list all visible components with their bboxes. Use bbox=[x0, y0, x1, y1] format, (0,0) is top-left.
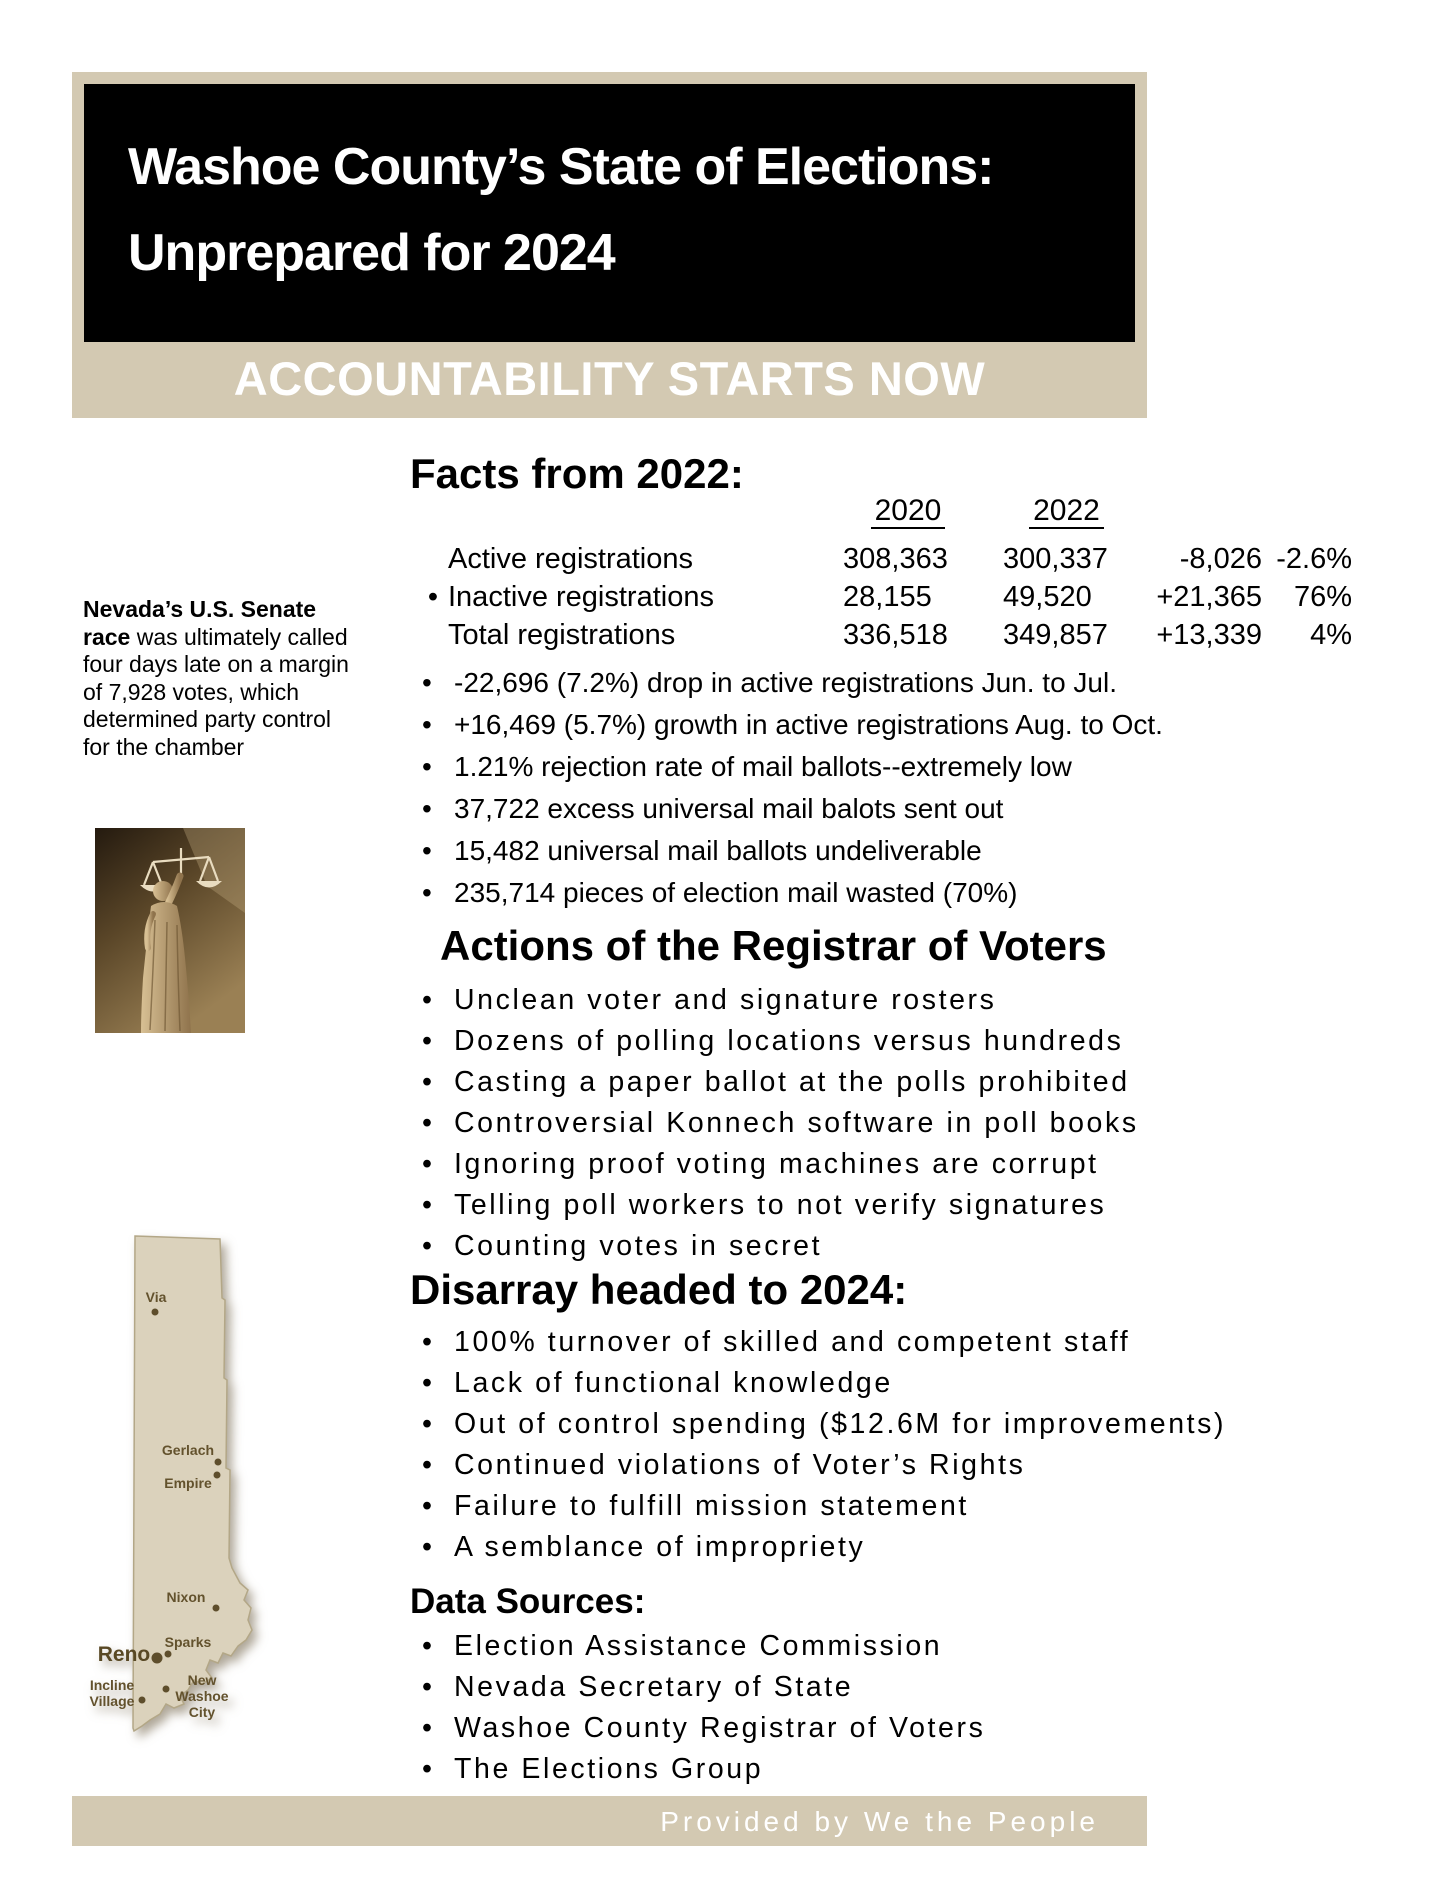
footer-credit: Provided by We the People bbox=[660, 1806, 1099, 1837]
list-item: • Telling poll workers to not verify signatures bbox=[418, 1185, 1338, 1226]
row-value-2022: 349,857 bbox=[1003, 619, 1108, 651]
row-bullet: • bbox=[427, 581, 439, 613]
row-bullet bbox=[418, 616, 448, 654]
list-item: • 15,482 universal mail ballots undeliverable bbox=[418, 830, 1318, 872]
row-change: +21,365 bbox=[1156, 581, 1262, 613]
map-label-empire: Empire bbox=[164, 1475, 212, 1491]
data-sources-heading: Data Sources: bbox=[410, 1582, 646, 1621]
map-label-sparks: Sparks bbox=[164, 1634, 212, 1650]
map-dot-new-washoe-city bbox=[163, 1686, 170, 1693]
disarray-heading: Disarray headed to 2024: bbox=[410, 1266, 908, 1313]
map-label-reno: Reno bbox=[97, 1643, 151, 1666]
list-item: • Counting votes in secret bbox=[418, 1226, 1338, 1267]
map-label-new-washoe-city-line1: New bbox=[187, 1672, 217, 1688]
list-item: • Controversial Konnech software in poll books bbox=[418, 1103, 1338, 1144]
list-item: • 1.21% rejection rate of mail ballots--extremely low bbox=[418, 746, 1318, 788]
row-bullet bbox=[418, 540, 448, 578]
row-percent: -2.6% bbox=[1276, 543, 1352, 575]
list-item: • Washoe County Registrar of Voters bbox=[418, 1708, 1318, 1749]
list-item: • Failure to fulfill mission statement bbox=[418, 1486, 1358, 1527]
list-item: • Dozens of polling locations versus hundreds bbox=[418, 1021, 1338, 1062]
row-change: +13,339 bbox=[1156, 619, 1262, 651]
list-item: • Ignoring proof voting machines are corrupt bbox=[418, 1144, 1338, 1185]
map-dot-sparks bbox=[165, 1651, 172, 1658]
row-value-2022: 49,520 bbox=[1003, 581, 1092, 613]
row-percent: 4% bbox=[1310, 619, 1352, 651]
map-label-new-washoe-city-line3: City bbox=[188, 1704, 216, 1720]
map-dot-gerlach bbox=[215, 1459, 222, 1466]
row-label: Total registrations bbox=[448, 619, 676, 651]
map-label-gerlach: Gerlach bbox=[161, 1442, 215, 1458]
senate-race-note bbox=[83, 596, 351, 761]
page-title-line1: Washoe County’s State of Elections: bbox=[128, 138, 994, 196]
header-frame bbox=[72, 72, 1147, 418]
row-value-2022: 300,337 bbox=[1003, 543, 1108, 575]
row-label: Active registrations bbox=[448, 543, 693, 575]
row-percent: 76% bbox=[1293, 581, 1352, 613]
list-item: • Lack of functional knowledge bbox=[418, 1363, 1358, 1404]
list-item: • Unclean voter and signature rosters bbox=[418, 980, 1338, 1021]
col-header-2022: 2022 bbox=[1003, 492, 1130, 540]
actions-heading: Actions of the Registrar of Voters bbox=[440, 922, 1107, 969]
list-item: • 37,722 excess universal mail balots sent out bbox=[418, 788, 1318, 830]
lady-justice-image bbox=[95, 828, 245, 1033]
accountability-banner: ACCOUNTABILITY STARTS NOW bbox=[233, 352, 986, 405]
row-value-2020: 336,518 bbox=[843, 619, 948, 651]
map-label-nixon: Nixon bbox=[166, 1589, 206, 1605]
row-value-2020: 308,363 bbox=[843, 543, 948, 575]
map-label-incline-village-line1: Incline bbox=[89, 1677, 135, 1693]
list-item: • -22,696 (7.2%) drop in active registrations Jun. to Jul. bbox=[418, 662, 1318, 704]
page-title-line2: Unprepared for 2024 bbox=[128, 224, 615, 282]
title-box bbox=[84, 84, 1135, 342]
list-item: • Casting a paper ballot at the polls prohibited bbox=[418, 1062, 1338, 1103]
row-value-2020: 28,155 bbox=[843, 581, 932, 613]
map-label-incline-village-line2: Village bbox=[89, 1693, 135, 1709]
senate-race-note-rest: was ultimately called four days late on a margin of 7,928 votes, which determined party control for the chamber bbox=[83, 623, 349, 760]
list-item: • Nevada Secretary of State bbox=[418, 1667, 1318, 1708]
map-dot-empire bbox=[214, 1472, 221, 1479]
footer-bar bbox=[72, 1796, 1147, 1846]
washoe-county-map bbox=[88, 1228, 263, 1743]
map-dot-via bbox=[152, 1309, 159, 1316]
actions-bullet-list bbox=[418, 980, 1338, 1267]
list-item: • Election Assistance Commission bbox=[418, 1626, 1318, 1667]
senate-race-note-bold: Nevada’s U.S. Senate race bbox=[83, 596, 317, 650]
map-label-new-washoe-city-line2: Washoe bbox=[175, 1688, 229, 1704]
map-dot-nixon bbox=[213, 1605, 220, 1612]
facts-heading: Facts from 2022: bbox=[410, 450, 744, 497]
list-item: • Out of control spending ($12.6M for improvements) bbox=[418, 1404, 1358, 1445]
list-item: • A semblance of impropriety bbox=[418, 1527, 1358, 1568]
map-label-via: Via bbox=[145, 1289, 167, 1305]
map-dot-reno bbox=[152, 1653, 163, 1664]
row-label: Inactive registrations bbox=[448, 581, 714, 613]
col-header-2020: 2020 bbox=[843, 492, 1003, 540]
row-change: -8,026 bbox=[1179, 543, 1262, 575]
list-item: • The Elections Group bbox=[418, 1749, 1318, 1790]
list-item: • +16,469 (5.7%) growth in active registrations Aug. to Oct. bbox=[418, 704, 1318, 746]
map-dot-incline-village bbox=[139, 1697, 146, 1704]
facts-bullet-list bbox=[418, 662, 1318, 914]
disarray-bullet-list bbox=[418, 1322, 1358, 1568]
list-item: • 235,714 pieces of election mail wasted (70%) bbox=[418, 872, 1318, 914]
registrations-table bbox=[418, 492, 1358, 654]
data-sources-bullet-list bbox=[418, 1626, 1318, 1790]
list-item: • Continued violations of Voter’s Rights bbox=[418, 1445, 1358, 1486]
list-item: • 100% turnover of skilled and competent staff bbox=[418, 1322, 1358, 1363]
